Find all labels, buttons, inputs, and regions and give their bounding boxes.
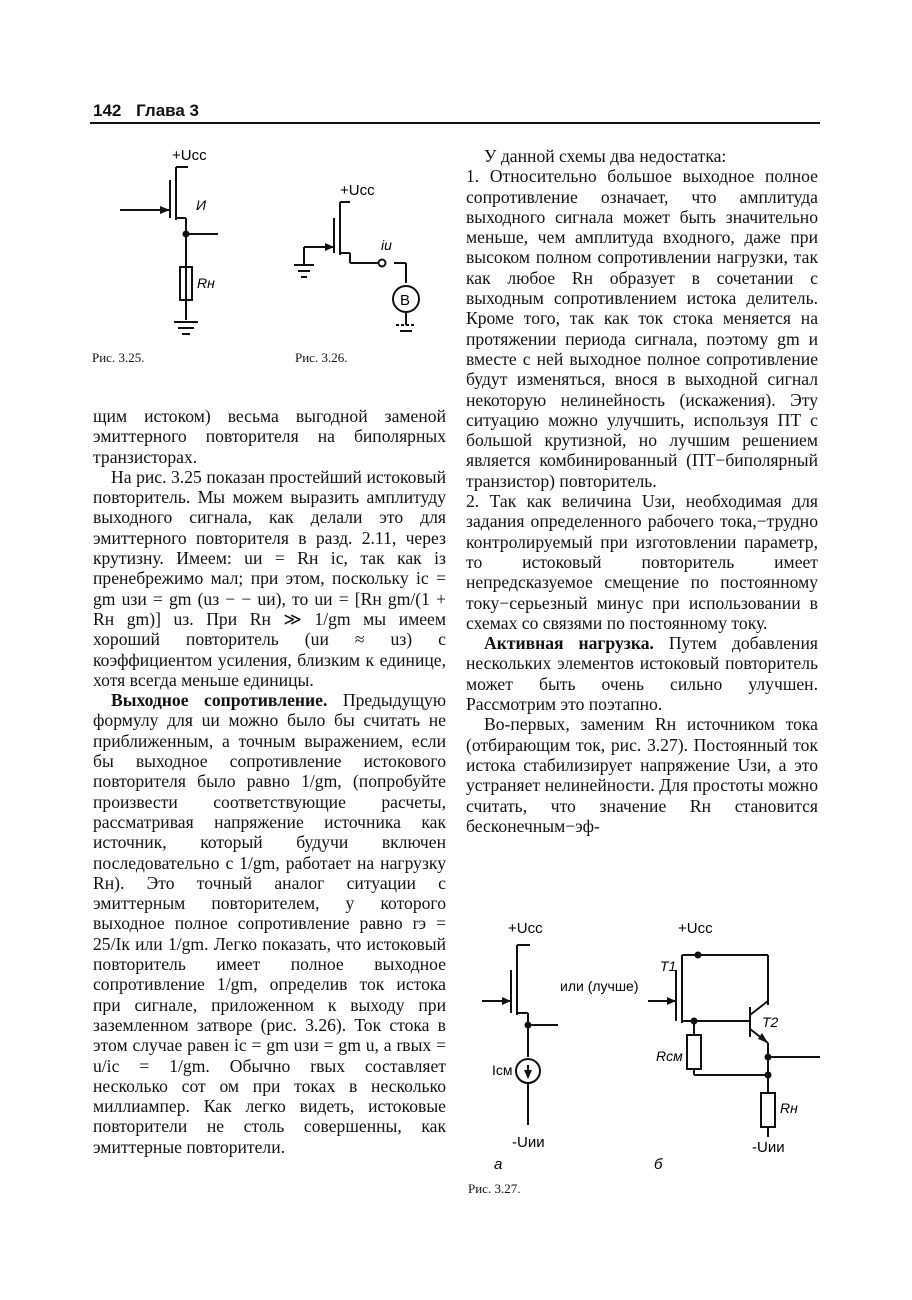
right-paragraph-1: У данной схемы два недостатка: [484, 146, 727, 166]
figure-3-27 [470, 915, 830, 1180]
page-number: 142 [93, 101, 122, 120]
fig327a-vcc-label: +Uсс [508, 920, 543, 937]
right-paragraph-4 [466, 633, 818, 714]
left-paragraph-3 [93, 690, 446, 1157]
fig327-subcaption-a: а [494, 1156, 503, 1173]
fig326-current-label: iи [381, 237, 392, 253]
left-paragraph-3-text: Предыдущую формулу для uи можно было бы считать не приближенным, а точным выражением, если бы выходное сопротивление истокового повторителя было равно 1/gm, (попробуйте произвести соответствующие расчеты, рассматривая напряжение источника как источник, который будучи включен последовательно с 1/gm, работает на нагрузку Rн). Это точный аналог ситуации с эмиттерным повторителем, у которого выходное полное сопротивление равно rэ = 25/Iк или 1/gm. Легко показать, что истоковый повторитель имеет полное выходное сопротивление 1/gm, определив ток истока при сигнале, приложенном к выходу при заземленном затворе (рис. 3.26). Ток стока в этом случае равен iс = gm uзи = gm u, а rвых = u/iс = 1/gm. Обычно rвых составляет несколько сот ом при токах в несколько миллиампер. Как легко видеть, истоковые повторители не столь совершенны, как эмиттерные повторители. [93, 690, 446, 1157]
fig325-source-label: И [196, 197, 207, 213]
right-paragraph-2: 1. Относительно большое выходное полное сопротивление означает, что амплитуда выходного сигнала может быть значительно меньше, чем амплитуда входного, даже при высоком полном сопротивлении нагрузки, так как любое Rн образует в сочетании с выходным сопротивлением истока делитель. Кроме того, так как ток стока меняется на протяжении периода сигнала, поэтому gm и вместе с ней выходное полное сопротивление будут изменяться, внося в выходной сигнал некоторую нелинейность (искажения). Эту ситуацию можно улучшить, используя ПТ с большой крутизной, но лучшим решением является комбинированный (ПТ−биполярный транзистор) повторитель. [466, 166, 818, 491]
fig326-meter-label: B [400, 292, 411, 309]
fig327-t2-label: T2 [762, 1014, 779, 1030]
fig327b-vcc-label: +Uсс [678, 920, 713, 937]
fig325-resistor-label: Rн [197, 275, 215, 291]
right-paragraph-3: 2. Так как величина Uзи, необходимая для задания определенного рабочего тока,−трудно контролируемый при изготовлении параметр, то истоковый повторитель имеет непредсказуемое смещение по постоянному току−серьезный минус при использовании в схемах со связями по постоянному току. [466, 491, 818, 633]
fig325-vcc-label: +Uсс [172, 147, 207, 164]
active-load-heading: Активная нагрузка. [484, 633, 654, 654]
left-paragraph-2: На рис. 3.25 показан простейший истоковый повторитель. Мы можем выразить амплитуду выходного сигнала, как делали это для эмиттерного повторителя в разд. 2.11, через крутизну. Имеем: uи = Rн iс, так как iз пренебрежимо мал; при этом, поскольку iс = gm uзи = gm (uз − − uи), то uи = [Rн gm/(1 + Rн gm)] uз. При Rн ≫ 1/gm мы имеем хороший повторитель (uи ≈ uз) с коэффициентом усиления, близким к единице, хотя всегда меньше единицы. [93, 466, 446, 690]
figure-3-26 [290, 175, 440, 350]
fig327-or-better-label: или (лучше) [560, 978, 639, 994]
right-paragraph-4-text: Путем добавления нескольких элементов истоковый повторитель может быть очень сильно улучшен. Рассмотрим это поэтапно. [466, 633, 818, 715]
figure-3-25 [110, 140, 240, 345]
fig327-rsm-label: Rсм [656, 1048, 683, 1064]
fig327a-vee-label: -Uии [512, 1134, 545, 1151]
left-column [93, 406, 446, 1157]
right-column [466, 146, 818, 836]
page-header [93, 101, 199, 121]
chapter-title: Глава 3 [136, 101, 200, 120]
fig327-subcaption-b: б [654, 1156, 663, 1173]
fig327-caption: Рис. 3.27. [468, 1181, 521, 1196]
fig327-current-source-label: Iсм [492, 1062, 513, 1078]
output-impedance-heading: Выходное сопротивление. [111, 690, 328, 711]
fig327b-vee-label: -Uии [752, 1139, 785, 1156]
right-paragraph-5: Во-первых, заменим Rн источником тока (отбирающим ток, рис. 3.27). Постоянный ток истока стабилизирует напряжение Uзи, а это устраняет нелинейности. Для простоты можно считать, что значение Rн становится бесконечным−эф- [466, 714, 818, 836]
fig326-caption: Рис. 3.26. [295, 350, 348, 365]
fig327-t1-label: T1 [660, 958, 677, 974]
fig326-vcc-label: +Uсс [340, 182, 375, 199]
header-rule [90, 122, 820, 124]
fig327-rn-label: Rн [780, 1100, 798, 1116]
left-paragraph-1: щим истоком) весьма выгодной заменой эмиттерного повторителя на биполярных транзисторах. [93, 406, 446, 467]
fig325-caption: Рис. 3.25. [92, 350, 145, 365]
